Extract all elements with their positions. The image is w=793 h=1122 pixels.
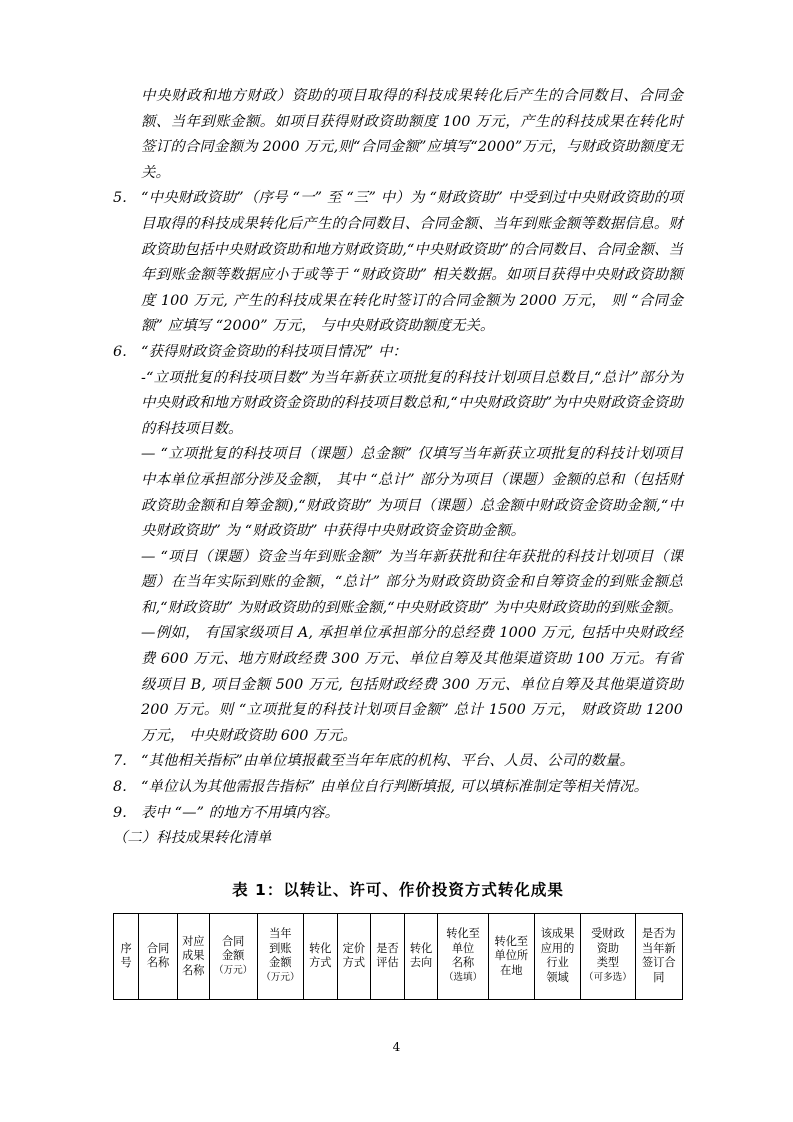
table-column-header: 该成果 应用的 行业 领域 — [534, 913, 580, 999]
list-item-7-text: “其他相关指标”由单位填报截至当年年底的机构、平台、人员、公司的数量。 — [141, 753, 635, 770]
section-heading: （二）科技成果转化清单 — [113, 830, 272, 847]
list-item-6-sub-4: —例如， 有国家级项目 A, 承担单位承担部分的总经费 1000 万元, 包括中央财政经费 600 万元、地方财政经费 300 万元、单位自筹及其他渠道资助 100 万元。有省级项目 B, 项目金额 500 万元, 包括财政经费 300 万元、单位自筹及其他渠道资助 200 万元。则 “立项批复的科技计划项目金额” 总计 1500 万元， 财政资助 1200 万元， 中央财政资助 600 万元。 — [141, 625, 683, 744]
table-column-header: 对应 成果 名称 — [178, 913, 209, 999]
list-item-6-sub-1: -“立项批复的科技项目数”为当年新获立项批复的科技计划项目总数目,“总计”部分为中央财政和地方财政资金资助的科技项目数总和,“中央财政资助”为中央财政资金资助的科技项目数。 — [141, 369, 683, 437]
table-column-header: 受财政 资助 类型 （可多选） — [581, 913, 636, 999]
table-column-header: 当年 到账 金额 （万元） — [257, 913, 303, 999]
table-column-header: 合同 名称 — [139, 913, 178, 999]
table-column-header: 转化 去向 — [404, 913, 438, 999]
table-column-header: 是否为 当年新 签订合 同 — [635, 913, 682, 999]
table-block — [113, 878, 683, 1000]
table-column-header: 转化至 单位 名称 （选填） — [438, 913, 488, 999]
list-item-5-text: “中央财政资助”（序号 “一” 至 “三” 中）为 “财政资助” 中受到过中央财政资助的项目取得的科技成果转化后产生的合同数目、合同金额、当年到账金额等数据信息。财政资助包括中央财政资助和地方财政资助,“中央财政资助”的合同数目、合同金额、当年到账金额等数据应小于或等于 “财政资助” 相关数据。如项目获得中央财政资助额度 100 万元, 产生的科技成果在转化时签订的合同金额为 2000 万元， 则 “合同金额” 应填写 “2000” 万元， 与中央财政资助额度无关。 — [141, 190, 683, 335]
list-item-5-number: 5. — [113, 190, 127, 207]
list-item-8 — [113, 775, 683, 801]
table-column-header: 转化 方式 — [303, 913, 337, 999]
list-item-9-number: 9. — [113, 804, 127, 821]
list-item-6 — [113, 340, 683, 366]
table-column-header: 转化至 单位所 在地 — [488, 913, 534, 999]
transformation-results-table — [113, 913, 683, 1000]
list-item-9 — [113, 801, 683, 827]
table-header-row — [114, 913, 683, 999]
list-item-8-number: 8. — [113, 779, 127, 796]
list-item-5 — [113, 186, 683, 340]
list-item-7-number: 7. — [113, 753, 127, 770]
continuation-paragraph: 中央财政和地方财政）资助的项目取得的科技成果转化后产生的合同数目、合同金额、当年到账金额。如项目获得财政资助额度 100 万元，产生的科技成果在转化时签订的合同金额为 2000 万元,则“合同金额”应填写“2000”万元，与财政资助额度无关。 — [141, 88, 683, 181]
list-item-8-text: “单位认为其他需报告指标” 由单位自行判断填报, 可以填标准制定等相关情况。 — [141, 779, 649, 796]
list-item-9-text: 表中 “—” 的地方不用填内容。 — [141, 804, 340, 821]
list-item-7 — [113, 749, 683, 775]
list-item-6-number: 6. — [113, 343, 127, 360]
table-column-header: 是否 评估 — [371, 913, 405, 999]
table-column-header: 合同 金额 （万元） — [209, 913, 257, 999]
list-item-6-sub-3: — “项目（课题）资金当年到账金额” 为当年新获批和往年获批的科技计划项目（课题）在当年实际到账的金额，“总计” 部分为财政资助资金和自筹资金的到账金额总和,“财政资助” 为财政资助的到账金额,“中央财政资助” 为中央财政资助的到账金额。 — [141, 548, 683, 616]
list-item-6-text: “获得财政资金资助的科技项目情况” 中： — [141, 343, 407, 360]
table-title: 表 1：以转让、许可、作价投资方式转化成果 — [232, 880, 564, 899]
page-content — [113, 84, 683, 1000]
page-number: 4 — [392, 1040, 401, 1054]
table-column-header: 定价 方式 — [337, 913, 371, 999]
list-item-6-sub-2: — “立项批复的科技项目（课题）总金额” 仅填写当年新获立项批复的科技计划项目中本单位承担部分涉及金额， 其中 “总计” 部分为项目（课题）金额的总和（包括财政资助金额和自筹金额),“财政资助” 为项目（课题）总金额中财政资金资助金额,“中央财政资助” 为 “财政资助” 中获得中央财政资金资助金额。 — [141, 446, 683, 540]
table-column-header: 序 号 — [114, 913, 139, 999]
